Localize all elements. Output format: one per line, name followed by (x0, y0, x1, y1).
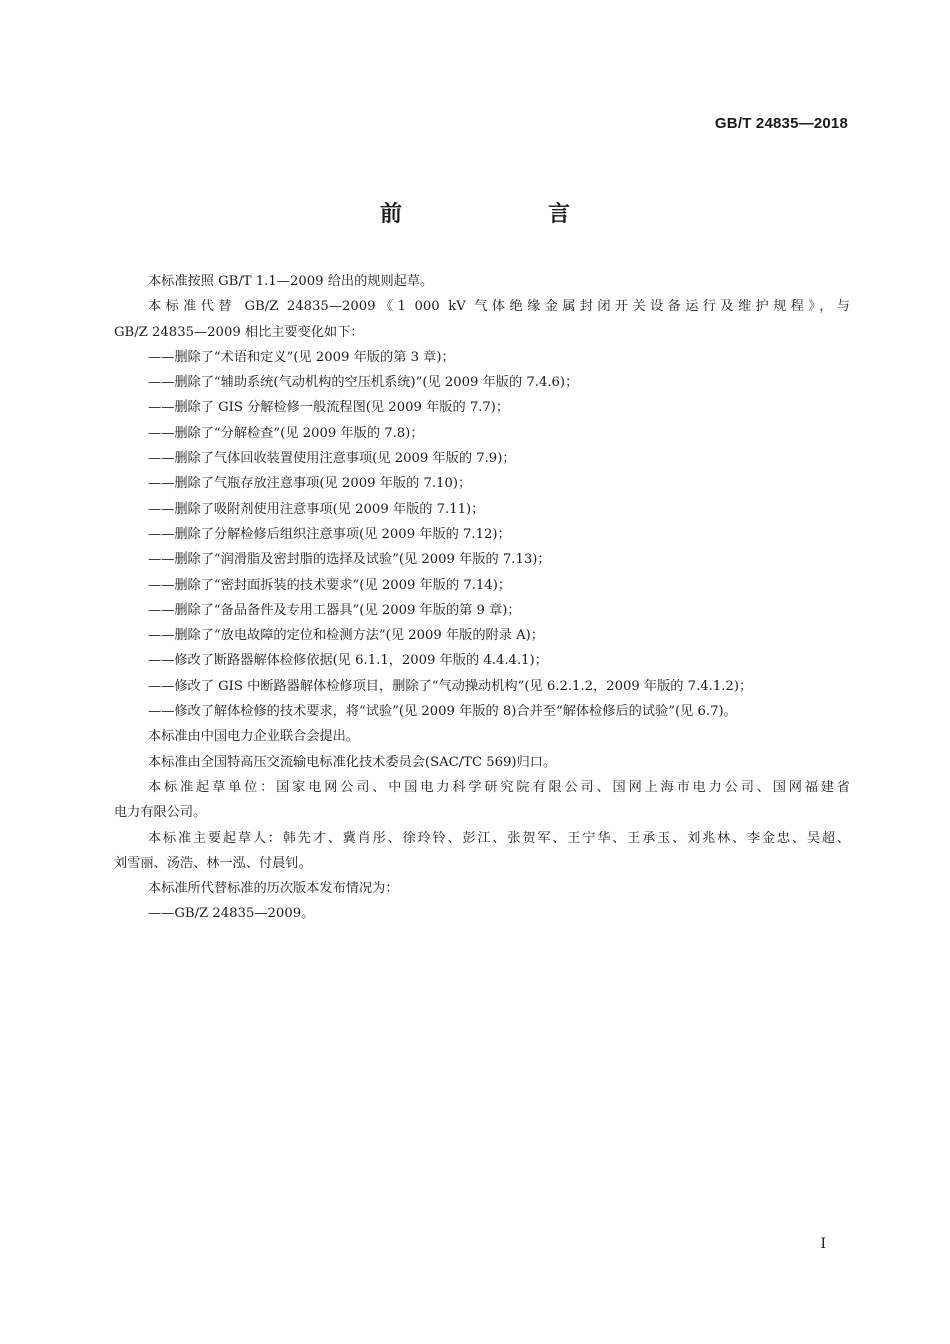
paragraph-drafters-line1: 本标准主要起草人：韩先才、冀肖彤、徐玲铃、彭江、张贺军、王宁华、王承玉、刘兆林、李金忠、吴超、 (148, 830, 850, 846)
change-item: ——删除了“分解检查”(见 2009 年版的 7.8)； (148, 425, 424, 441)
paragraph-replaces-line2: GB/Z 24835—2009 相比主要变化如下： (114, 324, 364, 340)
paragraph-under-jurisdiction: 本标准由全国特高压交流输电标准化技术委员会(SAC/TC 569)归口。 (148, 754, 557, 770)
history-item: ——GB/Z 24835—2009。 (148, 906, 315, 922)
change-item: ——删除了吸附剂使用注意事项(见 2009 年版的 7.11)； (148, 501, 485, 517)
paragraph-drafters-line2: 刘雪丽、汤浩、林一泓、付晨钊。 (114, 855, 312, 871)
standard-number: GB/T 24835—2018 (714, 115, 848, 132)
change-item: ——删除了“辅助系统(气动机构的空压机系统)”(见 2009 年版的 7.4.6)； (148, 375, 579, 391)
change-item: ——修改了断路器解体检修依据(见 6.1.1，2009 年版的 4.4.4.1)； (148, 653, 548, 669)
change-item: ——删除了“密封面拆装的技术要求”(见 2009 年版的 7.14)； (148, 577, 512, 593)
paragraph-history: 本标准所代替标准的历次版本发布情况为： (148, 881, 399, 897)
change-item: ——删除了“术语和定义”(见 2009 年版的第 3 章)； (148, 349, 455, 365)
change-item: ——删除了 GIS 分解检修一般流程图(见 2009 年版的 7.7)； (148, 400, 510, 416)
page-title: 前 言 (379, 202, 632, 227)
paragraph-drafting-rules: 本标准按照 GB/T 1.1—2009 给出的规则起草。 (148, 274, 434, 289)
paragraph-proposed-by: 本标准由中国电力企业联合会提出。 (148, 729, 359, 745)
change-item: ——修改了 GIS 中断路器解体检修项目，删除了“气动操动机构”(见 6.2.1.2，2009 年版的 7.4.1.2)； (148, 678, 753, 694)
change-item: ——删除了气瓶存放注意事项(见 2009 年版的 7.10)； (148, 476, 472, 492)
foreword-body (114, 269, 850, 927)
paragraph-drafting-units-line1: 本标准起草单位：国家电网公司、中国电力科学研究院有限公司、国网上海市电力公司、国网福建省 (148, 779, 850, 795)
paragraph-replaces-line1: 本标准代替 GB/Z 24835—2009《1 000 kV 气体绝缘金属封闭开关设备运行及维护规程》，与 (148, 299, 850, 315)
change-item: ——删除了气体回收装置使用注意事项(见 2009 年版的 7.9)； (148, 451, 516, 467)
change-item: ——删除了“润滑脂及密封脂的选择及试验”(见 2009 年版的 7.13)； (148, 552, 551, 568)
paragraph-drafting-units-line2: 电力有限公司。 (114, 805, 207, 821)
page-number: I (820, 1236, 826, 1252)
change-item: ——删除了“放电故障的定位和检测方法”(见 2009 年版的附录 A)； (148, 628, 544, 644)
change-item: ——删除了分解检修后组织注意事项(见 2009 年版的 7.12)； (148, 526, 511, 542)
change-item: ——删除了“备品备件及专用工器具”(见 2009 年版的第 9 章)； (148, 602, 521, 618)
change-item: ——修改了解体检修的技术要求，将“试验”(见 2009 年版的 8)合并至“解体检修后的试验”(见 6.7)。 (148, 704, 737, 720)
